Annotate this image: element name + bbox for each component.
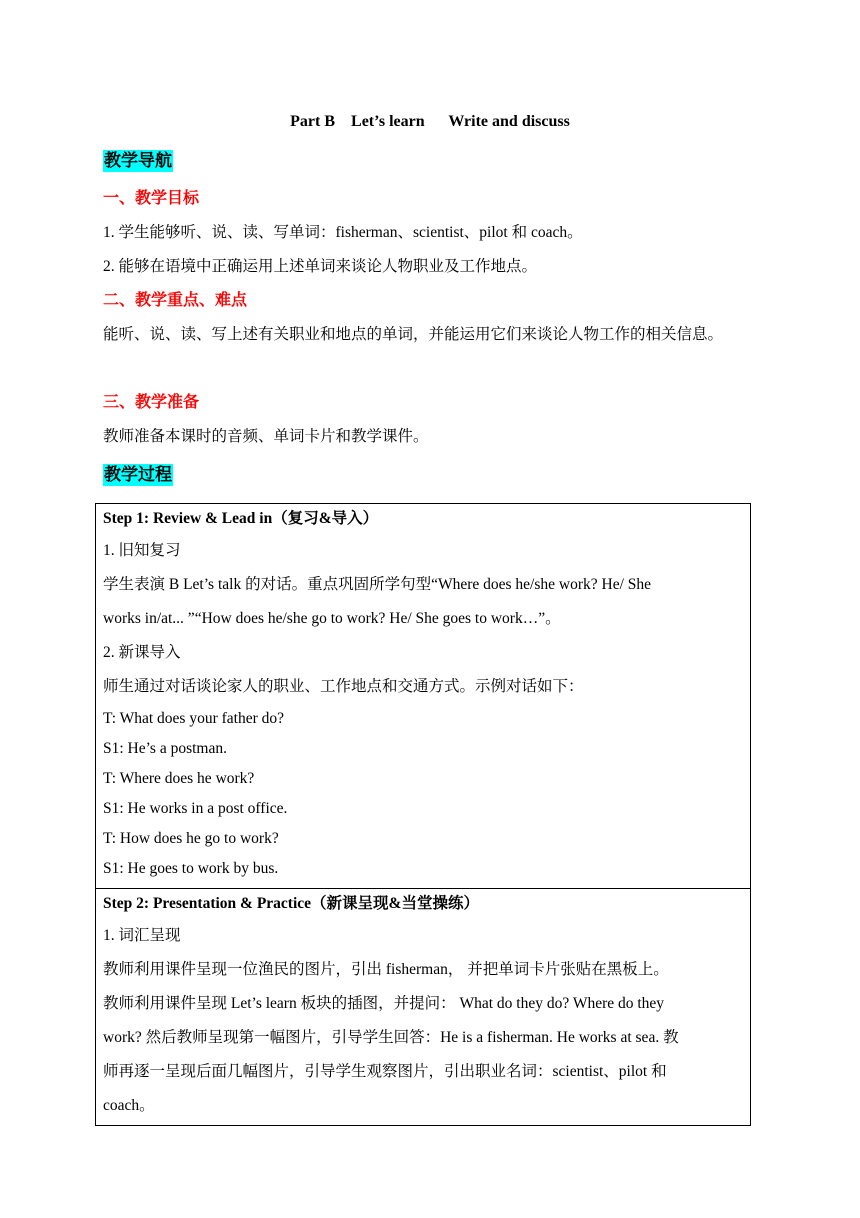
step1-sub2-text: 师生通过对话谈论家人的职业、工作地点和交通方式。示例对话如下： — [103, 678, 584, 695]
step2-text-line: work? 然后教师呈现第一幅图片，引导学生回答：He is a fisherman. He works at sea. 教 — [103, 1029, 679, 1046]
goals-heading: 一、教学目标 — [103, 190, 200, 207]
step2-sub1: 1. 词汇呈现 — [103, 927, 181, 944]
goal-item-2: 2. 能够在语境中正确运用上述单词来谈论人物职业及工作地点。 — [103, 258, 538, 275]
step1-cell — [96, 504, 750, 884]
dialogue-line: S1: He works in a post office. — [103, 800, 288, 817]
step2-text-line: 教师利用课件呈现 Let’s learn 板块的插图，并提问： What do they do? Where do they — [103, 995, 665, 1012]
process-table — [95, 503, 751, 1126]
key-points-text: 能听、说、读、写上述有关职业和地点的单词，并能运用它们来谈论人物工作的相关信息。 — [103, 326, 724, 343]
dialogue-line: S1: He’s a postman. — [103, 740, 227, 757]
dialogue-line: T: What does your father do? — [103, 710, 285, 727]
dialogue-line: T: How does he go to work? — [103, 830, 279, 847]
step2-heading: Step 2: Presentation & Practice（新课呈现&当堂操练） — [103, 895, 479, 912]
section-heading-teaching-navigation: 教学导航 — [104, 151, 172, 170]
step1-sub2: 2. 新课导入 — [103, 644, 181, 661]
prep-text: 教师准备本课时的音频、单词卡片和教学课件。 — [103, 428, 429, 445]
goal-item-1: 1. 学生能够听、说、读、写单词：fisherman、scientist、pilot 和 coach。 — [103, 224, 583, 241]
dialogue-line: S1: He goes to work by bus. — [103, 860, 279, 877]
section-heading-teaching-process: 教学过程 — [104, 465, 172, 484]
prep-heading: 三、教学准备 — [103, 394, 200, 411]
step2-text-line: 师再逐一呈现后面几幅图片，引导学生观察图片，引出职业名词：scientist、pilot 和 — [103, 1063, 667, 1080]
step1-sub1: 1. 旧知复习 — [103, 542, 181, 559]
step1-sub1-text-line1: 学生表演 B Let’s talk 的对话。重点巩固所学句型“Where does he/she work? He/ She — [103, 576, 652, 593]
step1-sub1-text-line2: works in/at... ”“How does he/she go to work? He/ She goes to work…”。 — [103, 610, 561, 627]
dialogue-line: T: Where does he work? — [103, 770, 255, 787]
key-points-heading: 二、教学重点、难点 — [103, 292, 248, 309]
page-title: Part B Let’s learn Write and discuss — [290, 113, 570, 130]
step2-text-line: 教师利用课件呈现一位渔民的图片，引出 fisherman， 并把单词卡片张贴在黑板上。 — [103, 961, 669, 978]
step2-text-line: coach。 — [103, 1097, 155, 1114]
step1-heading: Step 1: Review & Lead in（复习&导入） — [103, 510, 379, 527]
step2-cell — [96, 889, 750, 1123]
